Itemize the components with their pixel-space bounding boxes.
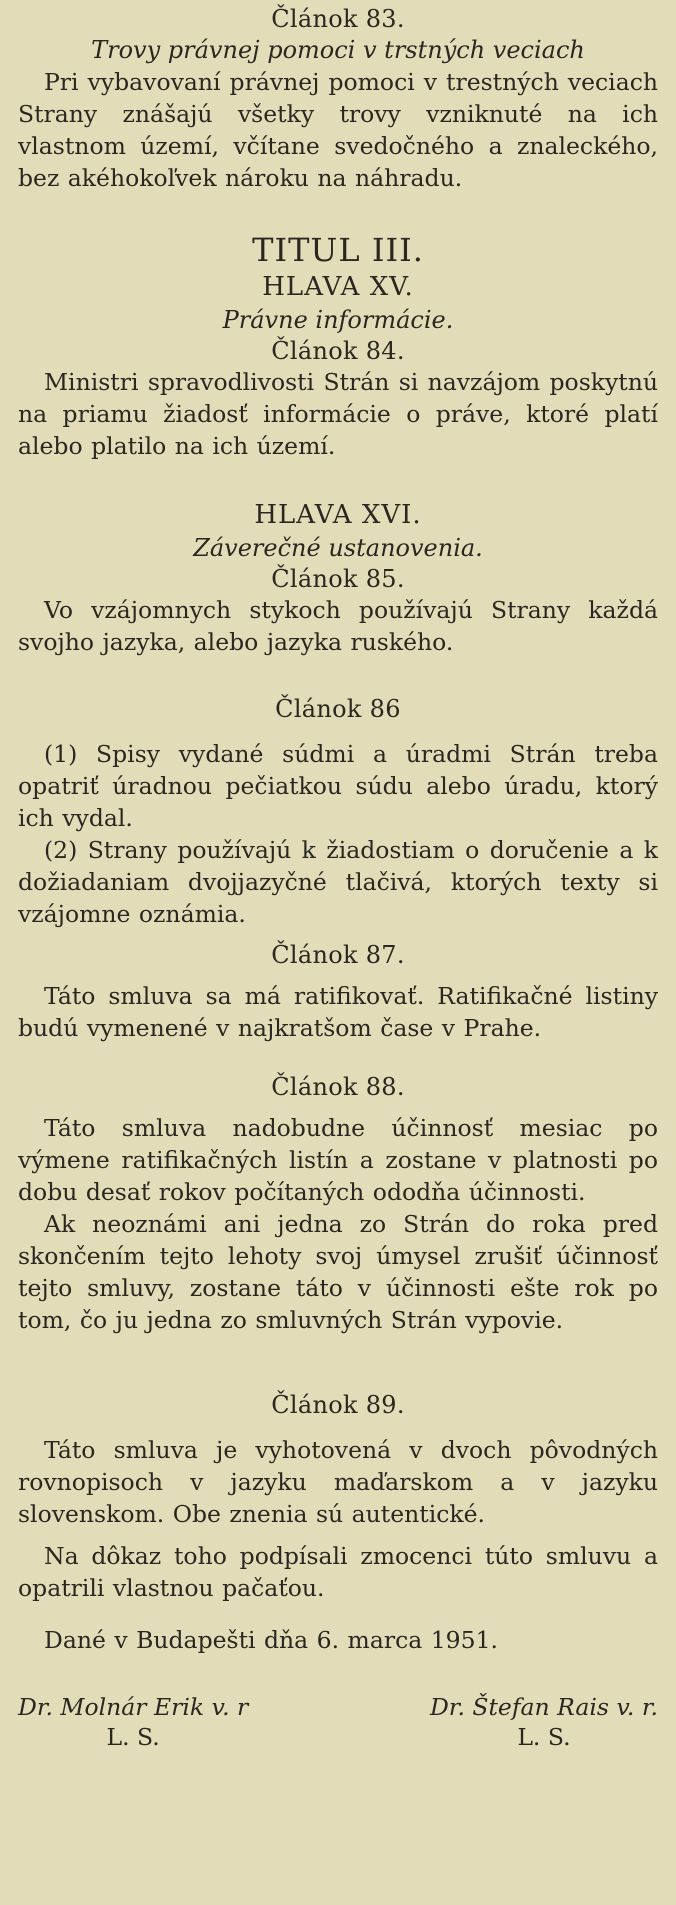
title-heading: TITUL III. (252, 231, 424, 269)
article-86-heading: Článok 86 (275, 695, 401, 723)
signatory-name: Dr. Molnár Erik v. r (18, 1693, 249, 1721)
article-89-paragraph-2: Na dôkaz toho podpísali zmocenci túto smluvu a opatrili vlastnou pačaťou. (18, 1542, 658, 1602)
article-88-paragraph-2: Ak neoznámi ani jedna zo Strán do roka pred skončením tejto lehoty svoj úmysel zrušiť účinnosť tejto smluvy, zostane táto v účinnosti ešte rok po tom, čo ju jedna zo smluvných Strán vypovie. (18, 1210, 658, 1334)
article-84-heading: Článok 84. (271, 337, 405, 365)
article-83-title: Trovy právnej pomoci v trstných veciach (91, 36, 585, 64)
article-87-text: Táto smluva sa má ratifikovať. Ratifikačné listiny budú vymenené v najkratšom čase v Prahe. (18, 982, 658, 1042)
article-86-paragraph-1: (1) Spisy vydané súdmi a úradmi Strán treba opatriť úradnou pečiatkou súdu alebo úradu, ktorý ich vydal. (18, 740, 658, 832)
signatory-name: Dr. Štefan Rais v. r. (429, 1693, 658, 1721)
chapter-15-heading: HLAVA XV. (262, 272, 414, 302)
article-83-heading: Článok 83. (271, 5, 405, 33)
article-87-heading: Článok 87. (271, 941, 405, 969)
dated-line: Dané v Budapešti dňa 6. marca 1951. (44, 1626, 499, 1654)
chapter-15-title: Právne informácie. (222, 306, 454, 334)
article-85-heading: Článok 85. (271, 565, 405, 593)
article-86-paragraph-2: (2) Strany používajú k žiadostiam o doručenie a k dožiadaniam dvojjazyčné tlačivá, ktorých texty si vzájomne oznámia. (18, 836, 658, 928)
article-85-text: Vo vzájomnych stykoch používajú Strany každá svojho jazyka, alebo jazyka ruského. (18, 596, 658, 656)
article-88-heading: Článok 88. (271, 1073, 405, 1101)
article-89-paragraph-1: Táto smluva je vyhotovená v dvoch pôvodných rovnopisoch v jazyku maďarskom a v jazyku slovenskom. Obe znenia sú autentické. (18, 1436, 658, 1528)
chapter-16-heading: HLAVA XVI. (254, 500, 422, 530)
article-83-text: Pri vybavovaní právnej pomoci v trestných veciach Strany znášajú všetky trovy vzniknuté na ich vlastnom území, včítane svedočného a znaleckého, bez akéhokoľvek nároku na náhradu. (18, 68, 658, 192)
signature-right (430, 1692, 658, 1752)
article-88-paragraph-1: Táto smluva nadobudne účinnosť mesiac po výmene ratifikačných listín a zostane v platnosti po dobu desať rokov počítaných ododňa účinnosti. (18, 1114, 658, 1206)
article-84-text: Ministri spravodlivosti Strán si navzájom poskytnú na priamu žiadosť informácie o práve, ktoré platí alebo platilo na ich území. (18, 368, 658, 460)
chapter-16-title: Záverečné ustanovenia. (193, 534, 483, 562)
seal-mark: L. S. (106, 1723, 160, 1751)
article-89-heading: Článok 89. (271, 1391, 405, 1419)
seal-mark: L. S. (517, 1723, 571, 1751)
signature-block (18, 1692, 658, 1752)
signature-left (18, 1692, 248, 1752)
